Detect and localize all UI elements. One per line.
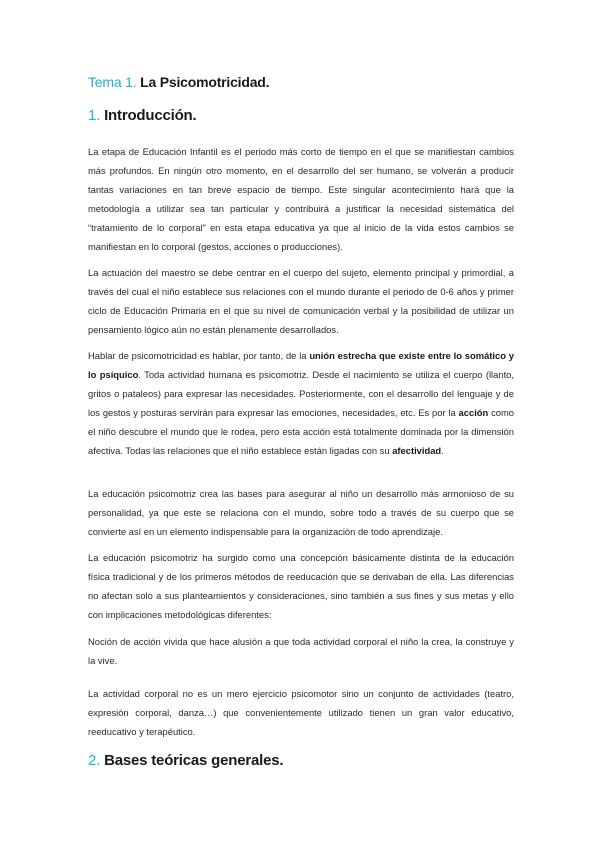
paragraph-3: [88, 346, 514, 460]
title-number: Tema 1.: [88, 74, 137, 90]
document-title: [88, 74, 269, 90]
title-text: La Psicomotricidad.: [140, 74, 270, 90]
paragraph-7: La actividad corporal no es un mero ejercicio psicomotor sino un conjunto de actividades (teatro, expresión corporal, danza…) que convenientemente utilizado tienen un gran valor educativo, reeducativo y terapéutico.: [88, 688, 514, 737]
paragraph-3-text: Hablar de psicomotricidad es hablar, por tanto, de la: [88, 350, 310, 361]
paragraph-5: La educación psicomotriz ha surgido como una concepción básicamente distinta de la educación física tradicional y de los primeros métodos de reeducación que se derivaban de ella. Las diferencias no afectan solo a sus planteamientos y consideraciones, sino también a sus fines y sus metas y ello con implicaciones metodológicas diferentes:: [88, 552, 514, 620]
paragraph-6: Noción de acción vivida que hace alusión a que toda actividad corporal el niño la crea, la construye y la vive.: [88, 636, 514, 666]
emphasis-afectividad: afectividad: [392, 445, 442, 456]
section-number: 2.: [88, 752, 101, 769]
emphasis-somatico-psiquico: unión estrecha que existe entre lo somático y lo psíquico: [88, 350, 514, 380]
section-heading-bases-teoricas: [88, 752, 283, 769]
section-title: Introducción.: [104, 107, 197, 124]
paragraph-3-text: .: [441, 445, 444, 456]
emphasis-accion: acción: [458, 407, 489, 418]
paragraph-4: La educación psicomotriz crea las bases para asegurar al niño un desarrollo más armonioso de su personalidad, ya que este se relaciona con el mundo, sobre todo a través de su cuerpo que se convierte así en un elemento indispensable para la organización de todo aprendizaje.: [88, 488, 514, 537]
paragraph-1: La etapa de Educación Infantil es el periodo más corto de tiempo en el que se manifiestan cambios más profundos. En ningún otro momento, en el desarrollo del ser humano, se volverán a producir tantas variaciones en tan breve espacio de tiempo. Este singular acontecimiento hará que la metodología a utilizar sea tan particular y contribuirá a justificar la necesidad sistemática del “tratamiento de lo corporal” en esta etapa educativa ya que al inicio de la vida estos cambios se manifiestan en lo corporal (gestos, acciones o producciones).: [88, 146, 514, 252]
paragraph-3-text: . Toda actividad humana es psicomotriz. Desde el nacimiento se utiliza el cuerpo (llanto, gritos o pataleos) para expresar las necesidades. Posteriormente, con el desarrollo del lenguaje y de los gestos y posturas servirán para expresar las emociones, necesidades, etc. Es por la: [88, 369, 514, 418]
section-number: 1.: [88, 107, 101, 124]
section-heading-introduccion: [88, 107, 197, 124]
paragraph-3-text: como el niño descubre el mundo que le rodea, pero esta acción está totalmente dominada por la dimensión afectiva. Todas las relaciones que el niño establece están ligadas con su: [88, 407, 515, 456]
paragraph-2: La actuación del maestro se debe centrar en el cuerpo del sujeto, elemento principal y primordial, a través del cual el niño establece sus relaciones con el mundo durante el periodo de 0-6 años y primer ciclo de Educación Primaria en el que su nivel de comunicación verbal y la posibilidad de utilizar un pensamiento lógico aún no están plenamente desarrollados.: [88, 267, 514, 335]
section-title: Bases teóricas generales.: [104, 752, 284, 769]
